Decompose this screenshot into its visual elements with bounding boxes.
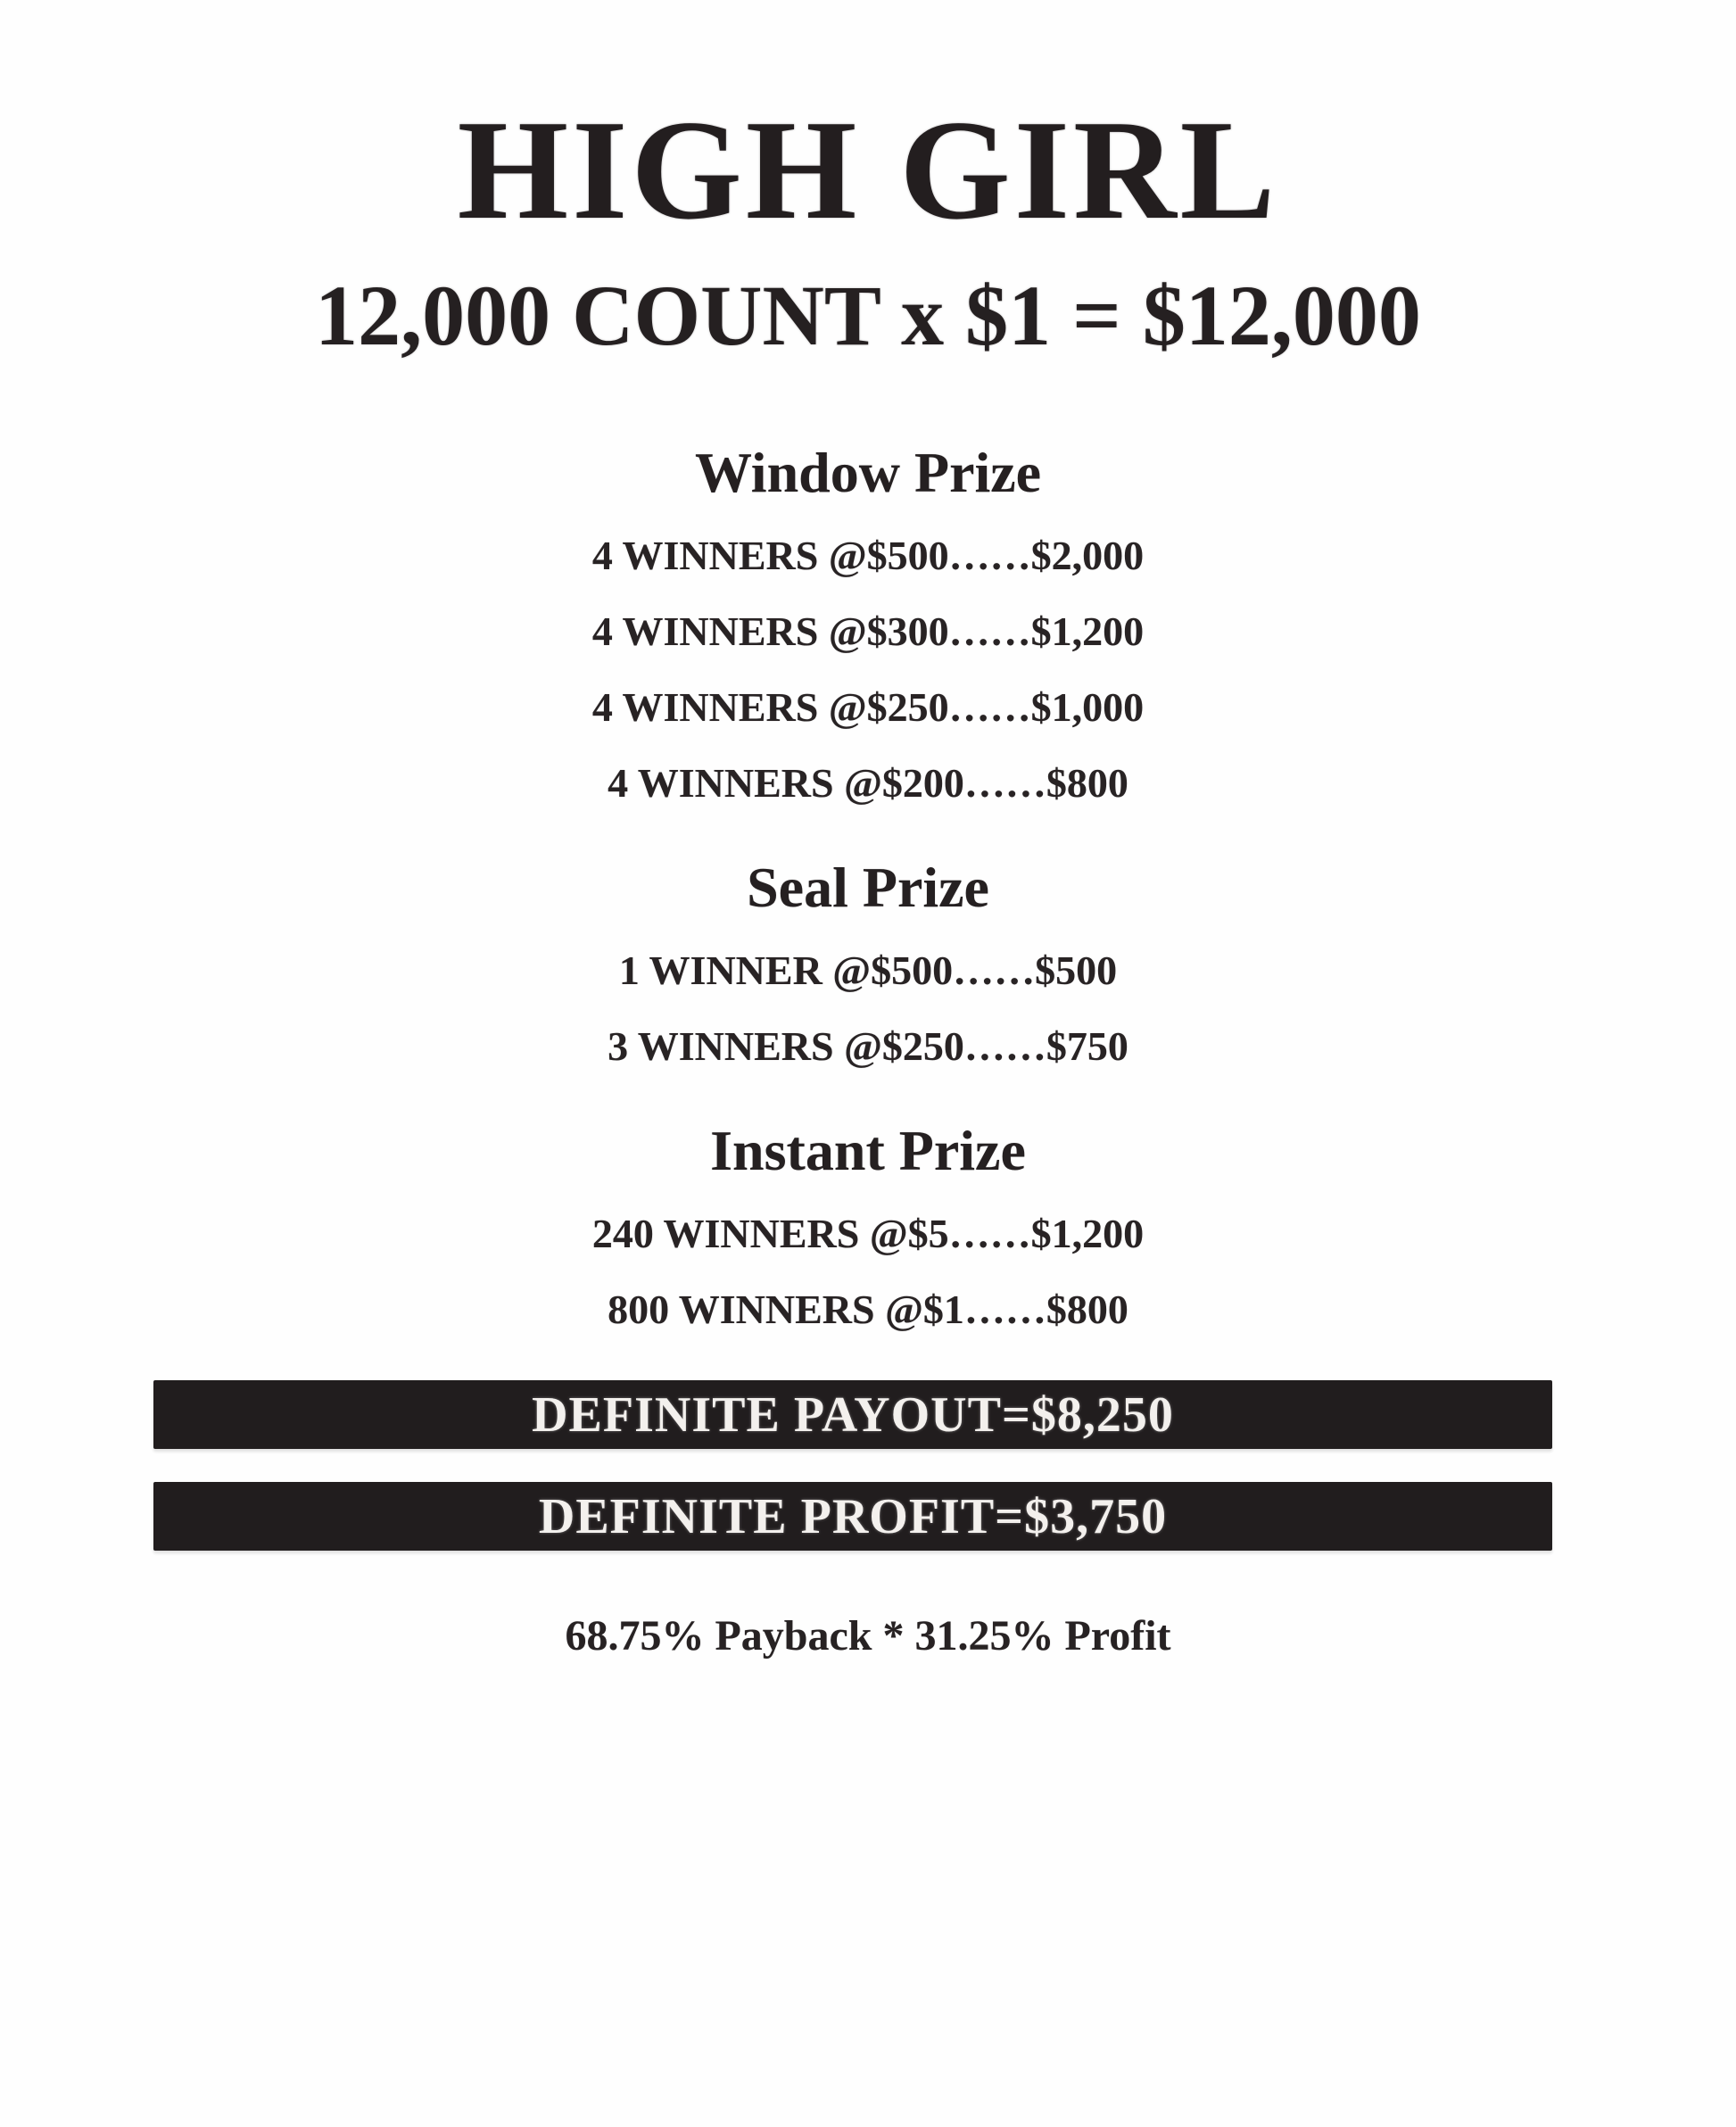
section-seal-prize bbox=[0, 856, 1736, 1069]
section-window-prize bbox=[0, 441, 1736, 806]
prize-line: 4 WINNERS @$300……$1,200 bbox=[591, 608, 1145, 654]
prize-line: 800 WINNERS @$1……$800 bbox=[608, 1287, 1128, 1332]
definite-payout-banner bbox=[153, 1380, 1552, 1449]
page-subtitle: 12,000 COUNT x $1 = $12,000 bbox=[315, 268, 1421, 363]
definite-profit-banner bbox=[153, 1482, 1552, 1551]
definite-profit-label: DEFINITE PROFIT=$3,750 bbox=[538, 1488, 1168, 1544]
window-prize-heading: Window Prize bbox=[694, 441, 1042, 504]
prize-line: 1 WINNER @$500……$500 bbox=[618, 948, 1118, 993]
prize-line: 3 WINNERS @$250……$750 bbox=[608, 1023, 1128, 1069]
payback-profit-note: 68.75% Payback * 31.25% Profit bbox=[565, 1612, 1171, 1659]
page-title: HIGH GIRL bbox=[457, 90, 1279, 249]
prize-line: 4 WINNERS @$500……$2,000 bbox=[591, 533, 1145, 578]
prize-line: 240 WINNERS @$5……$1,200 bbox=[591, 1211, 1145, 1256]
prize-line: 4 WINNERS @$200……$800 bbox=[608, 760, 1128, 806]
instant-prize-heading: Instant Prize bbox=[710, 1119, 1026, 1182]
section-instant-prize bbox=[0, 1119, 1736, 1332]
prize-line: 4 WINNERS @$250……$1,000 bbox=[591, 684, 1145, 730]
definite-payout-label: DEFINITE PAYOUT=$8,250 bbox=[532, 1386, 1174, 1443]
seal-prize-heading: Seal Prize bbox=[747, 856, 989, 919]
